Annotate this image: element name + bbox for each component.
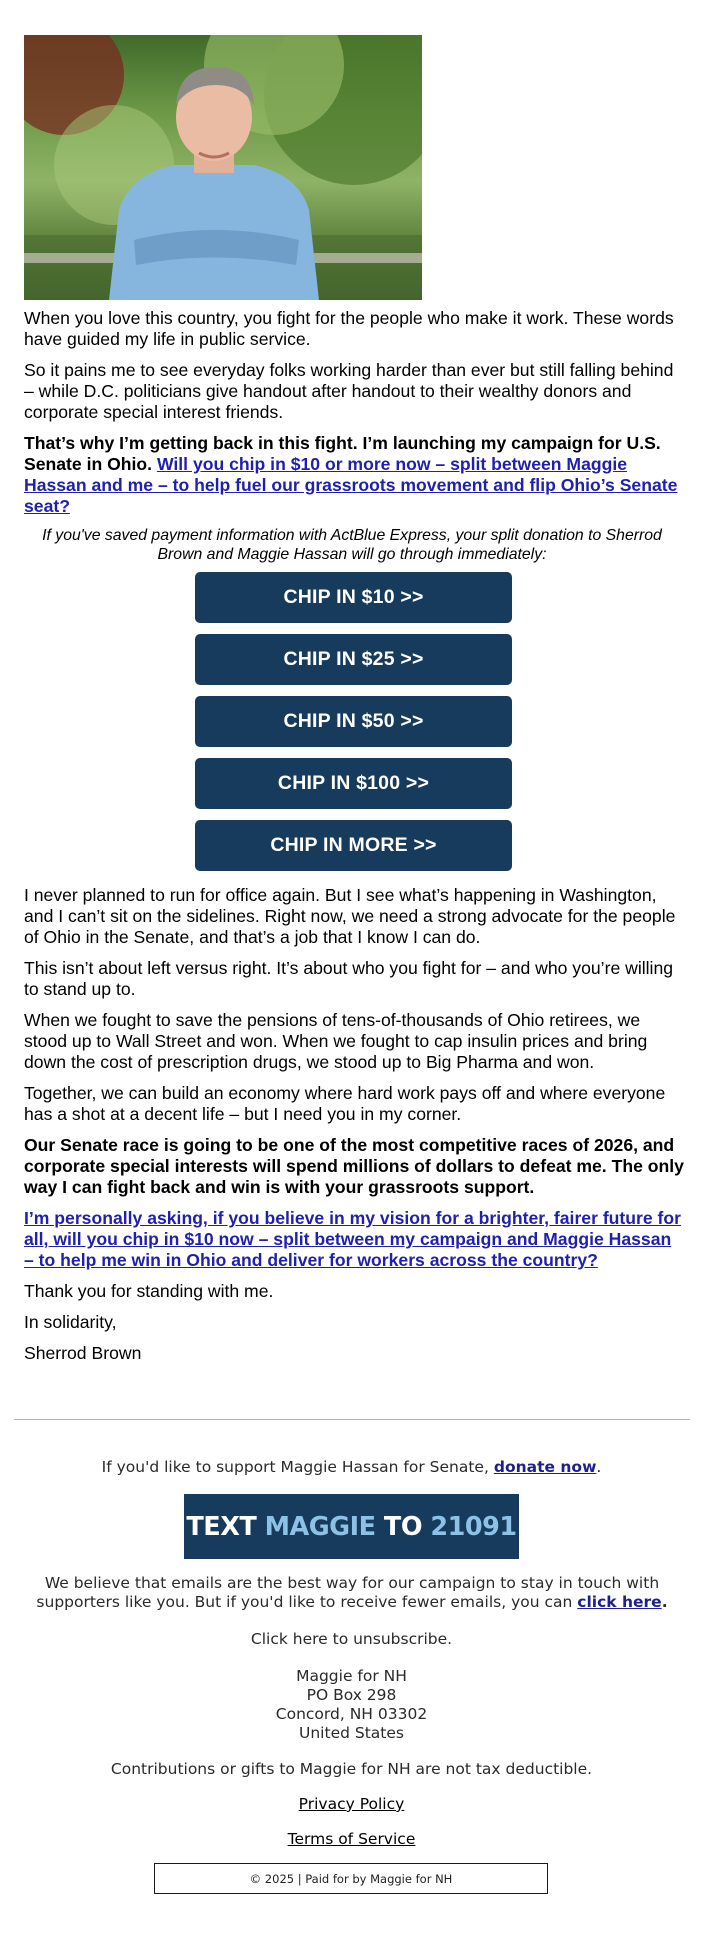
email-frequency-suffix: . <box>661 1593 668 1611</box>
chip-in-100-button[interactable]: CHIP IN $100 >> <box>195 758 512 809</box>
banner-text-2: MAGGIE <box>264 1511 376 1542</box>
support-prefix: If you'd like to support Maggie Hassan for Senate, <box>101 1458 489 1476</box>
address-box: PO Box 298 <box>306 1686 397 1704</box>
signoff-line: In solidarity, <box>24 1312 117 1332</box>
intro-paragraph-2: So it pains me to see everyday folks working harder than ever but still falling behind – while D.C. politicians give handout after handout to their wealthy donors and corporate special interest friends. <box>24 360 674 422</box>
address-country: United States <box>299 1724 404 1742</box>
terms-of-service-link[interactable]: Terms of Service <box>287 1830 416 1848</box>
donate-link-secondary-wrap <box>24 1208 684 1271</box>
privacy-policy-link[interactable]: Privacy Policy <box>298 1795 405 1813</box>
actblue-express-note: If you've saved payment information with ActBlue Express, your split donation to Sherrod Brown and Maggie Hassan will go through immediately: <box>42 527 662 563</box>
terms-line <box>0 1830 703 1849</box>
chip-in-more-button[interactable]: CHIP IN MORE >> <box>195 820 512 871</box>
support-suffix: . <box>596 1458 602 1476</box>
banner-text-4: 21091 <box>430 1511 517 1542</box>
email-frequency-text: We believe that emails are the best way for our campaign to stay in touch with supporters like you. But if you'd like to receive fewer emails, you can <box>36 1574 660 1611</box>
privacy-policy-line <box>0 1795 703 1814</box>
intro-paragraph-1: When you love this country, you fight for the people who make it work. These words have guided my life in public service. <box>24 308 674 349</box>
body-paragraph-4: I never planned to run for office again. But I see what’s happening in Washington, and I can’t sit on the sidelines. Right now, we need a strong advocate for the people of Ohio in the Senate, and that’s a job that I know I can do. <box>24 885 676 947</box>
email-frequency-note <box>14 1574 690 1612</box>
thanks-line: Thank you for standing with me. <box>24 1281 274 1301</box>
donate-link-primary[interactable]: Will you chip in $10 or more now – split between Maggie Hassan and me – to help fuel our grassroots movement and flip Ohio’s Senate seat? <box>24 454 678 516</box>
donate-now-link[interactable]: donate now <box>493 1458 597 1476</box>
unsubscribe-link[interactable]: Click here to unsubscribe. <box>250 1630 453 1648</box>
text-maggie-banner[interactable] <box>184 1494 519 1559</box>
signature: Sherrod Brown <box>24 1343 142 1363</box>
banner-text-3: TO <box>383 1511 422 1542</box>
tax-note: Contributions or gifts to Maggie for NH are not tax deductible. <box>110 1760 593 1778</box>
body-paragraph-6: When we fought to save the pensions of tens-of-thousands of Ohio retirees, we stood up to Wall Street and won. When we fought to cap insulin prices and bring down the cost of prescription drugs, we stood up to Big Pharma and won. <box>24 1010 648 1072</box>
announcement-text: That’s why I’m getting back in this fight. I’m launching my campaign for U.S. Senate in Ohio. <box>24 433 661 474</box>
paid-for-box: © 2025 | Paid for by Maggie for NH <box>154 1863 548 1894</box>
body-paragraph-7: Together, we can build an economy where hard work pays off and where everyone has a shot at a decent life – but I need you in my corner. <box>24 1083 666 1124</box>
body-paragraph-5: This isn’t about left versus right. It’s about who you fight for – and who you’re willing to stand up to. <box>24 958 674 999</box>
chip-in-10-button[interactable]: CHIP IN $10 >> <box>195 572 512 623</box>
fewer-emails-link[interactable]: click here <box>577 1593 662 1611</box>
banner-text-1: TEXT <box>186 1511 257 1542</box>
chip-in-25-button[interactable]: CHIP IN $25 >> <box>195 634 512 685</box>
address-org: Maggie for NH <box>296 1667 407 1685</box>
intro-paragraph-3 <box>24 433 684 517</box>
body-paragraph-8: Our Senate race is going to be one of the most competitive races of 2026, and corporate special interests will spend millions of dollars to defeat me. The only way I can fight back and win is with your grassroots support. <box>24 1135 684 1197</box>
address-city: Concord, NH 03302 <box>275 1705 428 1723</box>
candidate-photo <box>24 35 422 300</box>
donate-link-secondary[interactable]: I’m personally asking, if you believe in my vision for a brighter, fairer future for all, will you chip in $10 now – split between my campaign and Maggie Hassan – to help me win in Ohio and deliver for workers across the country? <box>24 1208 681 1270</box>
chip-in-50-button[interactable]: CHIP IN $50 >> <box>195 696 512 747</box>
footer-divider <box>14 1419 690 1420</box>
support-maggie-line <box>0 1458 703 1477</box>
